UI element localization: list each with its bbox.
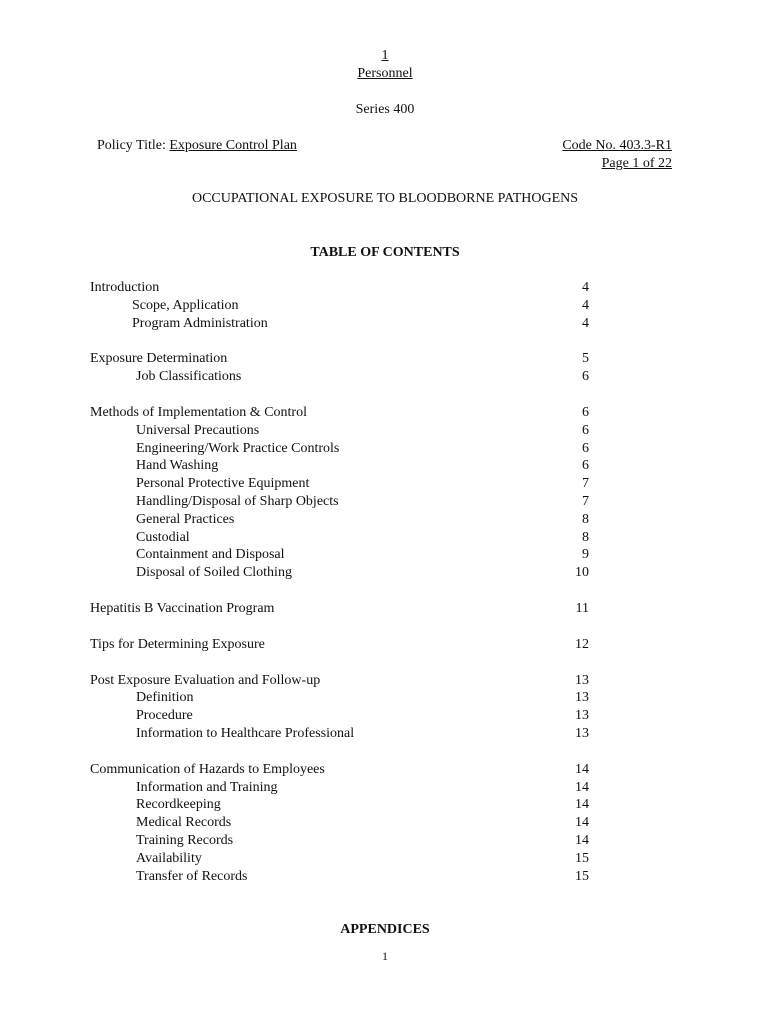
toc-subentry-page: 6: [582, 422, 589, 438]
toc-subentry-page: 14: [575, 797, 589, 813]
toc-subentry-page: 4: [582, 297, 589, 313]
toc-subentry-title: Engineering/Work Practice Controls: [136, 440, 340, 456]
toc-subentry-page: 4: [582, 315, 589, 331]
toc-entry-title: Tips for Determining Exposure: [90, 636, 265, 652]
toc-subentry-title: Disposal of Soiled Clothing: [136, 565, 292, 581]
toc-subentry: [0, 850, 770, 868]
toc-subentry: [0, 814, 770, 832]
policy-title-line: [97, 137, 297, 155]
toc-heading: TABLE OF CONTENTS: [310, 245, 460, 260]
toc-subentry: [0, 564, 770, 582]
header-series: Series 400: [355, 102, 415, 117]
toc-subentry-title: Definition: [136, 690, 194, 706]
toc-subentry-title: Custodial: [136, 529, 190, 545]
toc-subentry-page: 10: [575, 565, 589, 581]
toc-subentry-page: 9: [582, 547, 589, 563]
section-spacer: [0, 386, 770, 404]
section-spacer: [0, 654, 770, 672]
appendices-heading: APPENDICES: [340, 922, 430, 937]
toc-entry: [0, 404, 770, 422]
policy-title-label: Policy Title:: [97, 138, 170, 153]
toc-subentry: [0, 546, 770, 564]
toc-subentry-page: 7: [582, 493, 589, 509]
toc-subentry: [0, 832, 770, 850]
toc-subentry-title: Hand Washing: [136, 458, 219, 474]
toc-entry: [0, 279, 770, 297]
toc-subentry: [0, 725, 770, 743]
section-spacer: [0, 618, 770, 636]
toc-subentry-page: 7: [582, 476, 589, 492]
toc-subentry-page: 6: [582, 369, 589, 385]
toc-entry-page: 5: [582, 351, 589, 367]
toc-subentry-title: Availability: [136, 850, 202, 866]
toc-subentry: [0, 457, 770, 475]
toc-subentry-page: 6: [582, 440, 589, 456]
document-subject: OCCUPATIONAL EXPOSURE TO BLOODBORNE PATHOGENS: [191, 191, 579, 206]
toc-subentry: [0, 707, 770, 725]
toc-subentry-title: General Practices: [136, 511, 235, 527]
toc-subentry-title: Training Records: [136, 832, 234, 848]
toc-subentry-page: 13: [575, 725, 589, 741]
toc-subentry: [0, 315, 770, 333]
toc-subentry-title: Personal Protective Equipment: [136, 476, 310, 492]
toc-subentry-page: 14: [575, 832, 589, 848]
toc-subentry-title: Procedure: [136, 708, 193, 724]
header-category: Personnel: [357, 66, 413, 81]
toc-entry-page: 4: [582, 280, 589, 295]
toc-subentry: [0, 422, 770, 440]
toc-section: [0, 672, 770, 743]
toc-subentry: [0, 796, 770, 814]
toc-entry-page: 11: [575, 600, 589, 616]
toc-subentry-page: 14: [575, 815, 589, 831]
section-spacer: [0, 743, 770, 761]
toc-subentry-title: Program Administration: [132, 315, 268, 331]
toc-section: [0, 761, 770, 886]
toc-subentry-title: Handling/Disposal of Sharp Objects: [136, 493, 339, 509]
toc-subentry-title: Containment and Disposal: [136, 547, 285, 563]
toc-subentry-page: 6: [582, 458, 589, 474]
toc-entry-page: 12: [575, 636, 589, 652]
toc-subentry-title: Medical Records: [136, 815, 232, 831]
toc-entry-title: Methods of Implementation & Control: [90, 404, 307, 420]
code-number: Code No. 403.3-R1: [562, 138, 672, 153]
toc-entry-title: Communication of Hazards to Employees: [90, 761, 325, 777]
toc-entry-page: 6: [582, 404, 589, 420]
toc-subentry-title: Transfer of Records: [136, 868, 248, 884]
toc-entry-page: 14: [575, 761, 589, 777]
toc-section: [0, 279, 770, 332]
footer-page-number: 1: [382, 949, 388, 963]
toc-subentry-page: 13: [575, 690, 589, 706]
toc-subentry: [0, 493, 770, 511]
toc-entry: [0, 761, 770, 779]
toc-subentry-title: Recordkeeping: [136, 797, 221, 813]
section-spacer: [0, 582, 770, 600]
toc-subentry-page: 14: [575, 779, 589, 795]
toc-subentry-title: Job Classifications: [136, 369, 242, 385]
toc-subentry-title: Universal Precautions: [136, 422, 260, 438]
toc-subentry-page: 15: [575, 868, 589, 884]
toc-subentry: [0, 689, 770, 707]
toc-subentry-page: 13: [575, 708, 589, 724]
policy-title: Exposure Control Plan: [169, 138, 297, 153]
toc-subentry: [0, 368, 770, 386]
toc-subentry-page: 8: [582, 529, 589, 545]
toc-subentry-page: 8: [582, 511, 589, 527]
toc-entry: [0, 350, 770, 368]
toc-subentry-title: Information to Healthcare Professional: [136, 725, 355, 741]
toc-subentry: [0, 529, 770, 547]
toc-entry: [0, 600, 770, 618]
toc-section: [0, 404, 770, 582]
toc-entry: [0, 636, 770, 654]
toc-entry-title: Hepatitis B Vaccination Program: [90, 600, 275, 616]
section-spacer: [0, 332, 770, 350]
toc-subentry: [0, 440, 770, 458]
toc-subentry: [0, 297, 770, 315]
page-of-count: Page 1 of 22: [601, 156, 672, 171]
toc-subentry-title: Scope, Application: [132, 297, 239, 313]
toc-subentry: [0, 868, 770, 886]
toc-entry-page: 13: [575, 672, 589, 688]
toc-subentry: [0, 779, 770, 797]
table-of-contents: [0, 279, 770, 885]
toc-entry-title: Post Exposure Evaluation and Follow-up: [90, 672, 321, 688]
toc-subentry: [0, 475, 770, 493]
toc-subentry-title: Information and Training: [136, 779, 278, 795]
toc-entry-title: Introduction: [90, 280, 160, 295]
toc-subentry: [0, 511, 770, 529]
toc-section: [0, 636, 770, 654]
toc-section: [0, 350, 770, 386]
toc-entry-title: Exposure Determination: [90, 351, 228, 367]
header-number: 1: [381, 48, 389, 63]
toc-entry: [0, 672, 770, 690]
toc-section: [0, 600, 770, 618]
toc-subentry-page: 15: [575, 850, 589, 866]
